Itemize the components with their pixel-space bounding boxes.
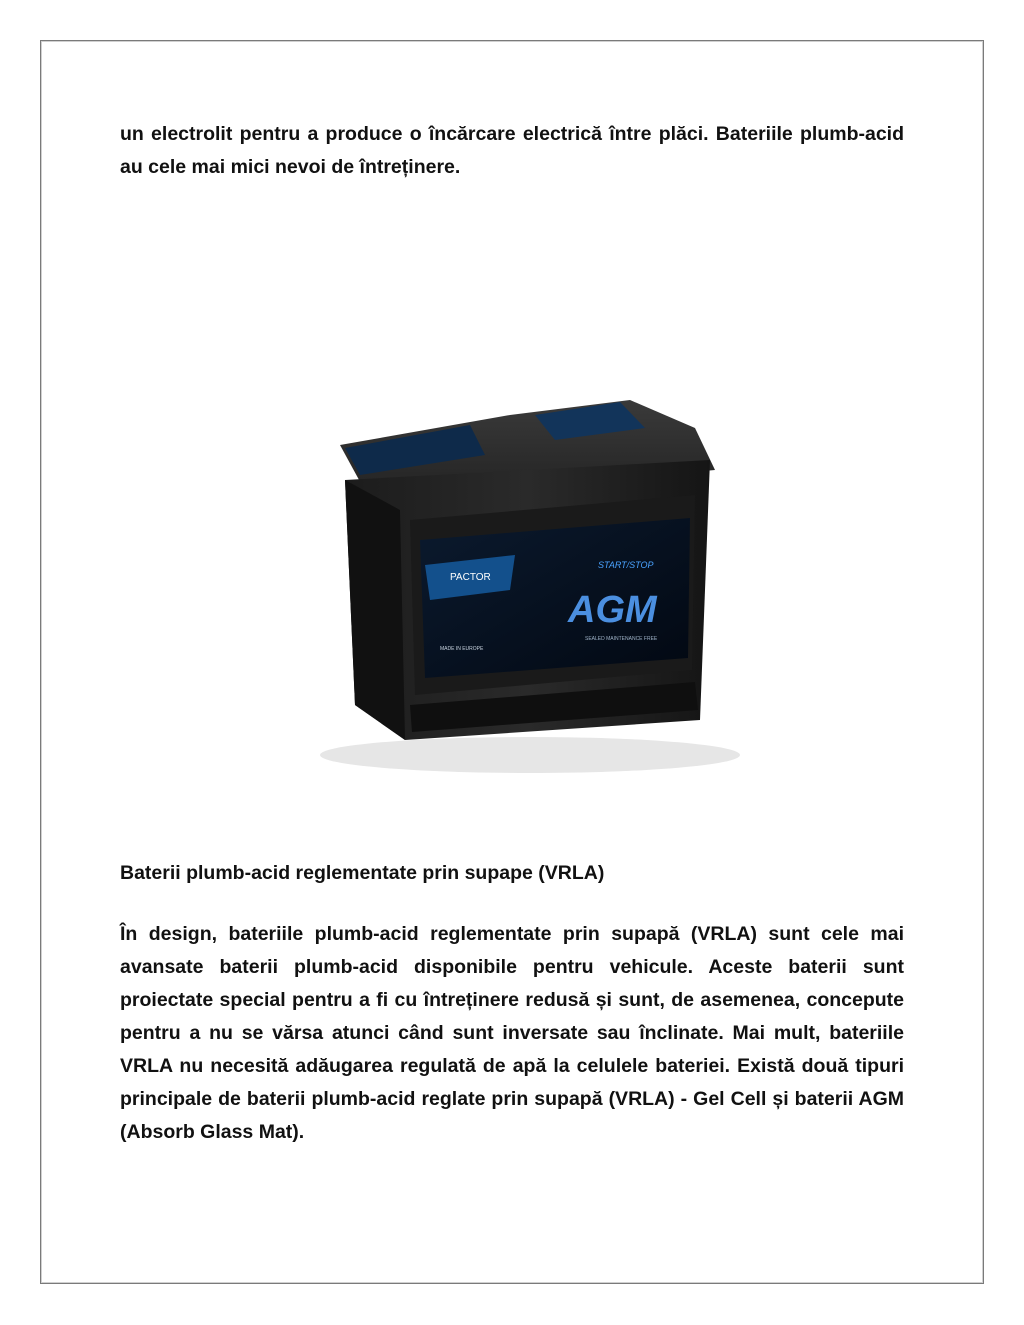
battery-model-text: AGM (568, 589, 657, 631)
battery-tagline-text: START/STOP (598, 560, 654, 570)
battery-made-in-text: MADE IN EUROPE (440, 646, 484, 652)
battery-brand-text: PACTOR (450, 572, 491, 583)
battery-illustration (300, 360, 760, 790)
battery-image (300, 360, 760, 790)
paragraph-top: un electrolit pentru a produce o încărcare electrică între plăci. Bateriile plumb-acid au cele mai mici nevoi de întreținere. (120, 123, 904, 178)
battery-subtitle-text: SEALED MAINTENANCE FREE (585, 636, 658, 642)
section-heading: Baterii plumb-acid reglementate prin supape (VRLA) (120, 862, 605, 884)
paragraph-body: În design, bateriile plumb-acid reglementate prin supapă (VRLA) sunt cele mai avansate baterii plumb-acid disponibile pentru vehicule. Aceste baterii sunt proiectate special pentru a fi cu întreținere redusă și sunt, de asemenea, concepute pentru a nu se vărsa atunci când sunt inversate sau înclinate. Mai mult, bateriile VRLA nu necesită adăugarea regulată de apă la celulele bateriei. Există două tipuri principale de baterii plumb-acid reglate prin supapă (VRLA) - Gel Cell și baterii AGM (Absorb Glass Mat). (120, 923, 904, 1143)
